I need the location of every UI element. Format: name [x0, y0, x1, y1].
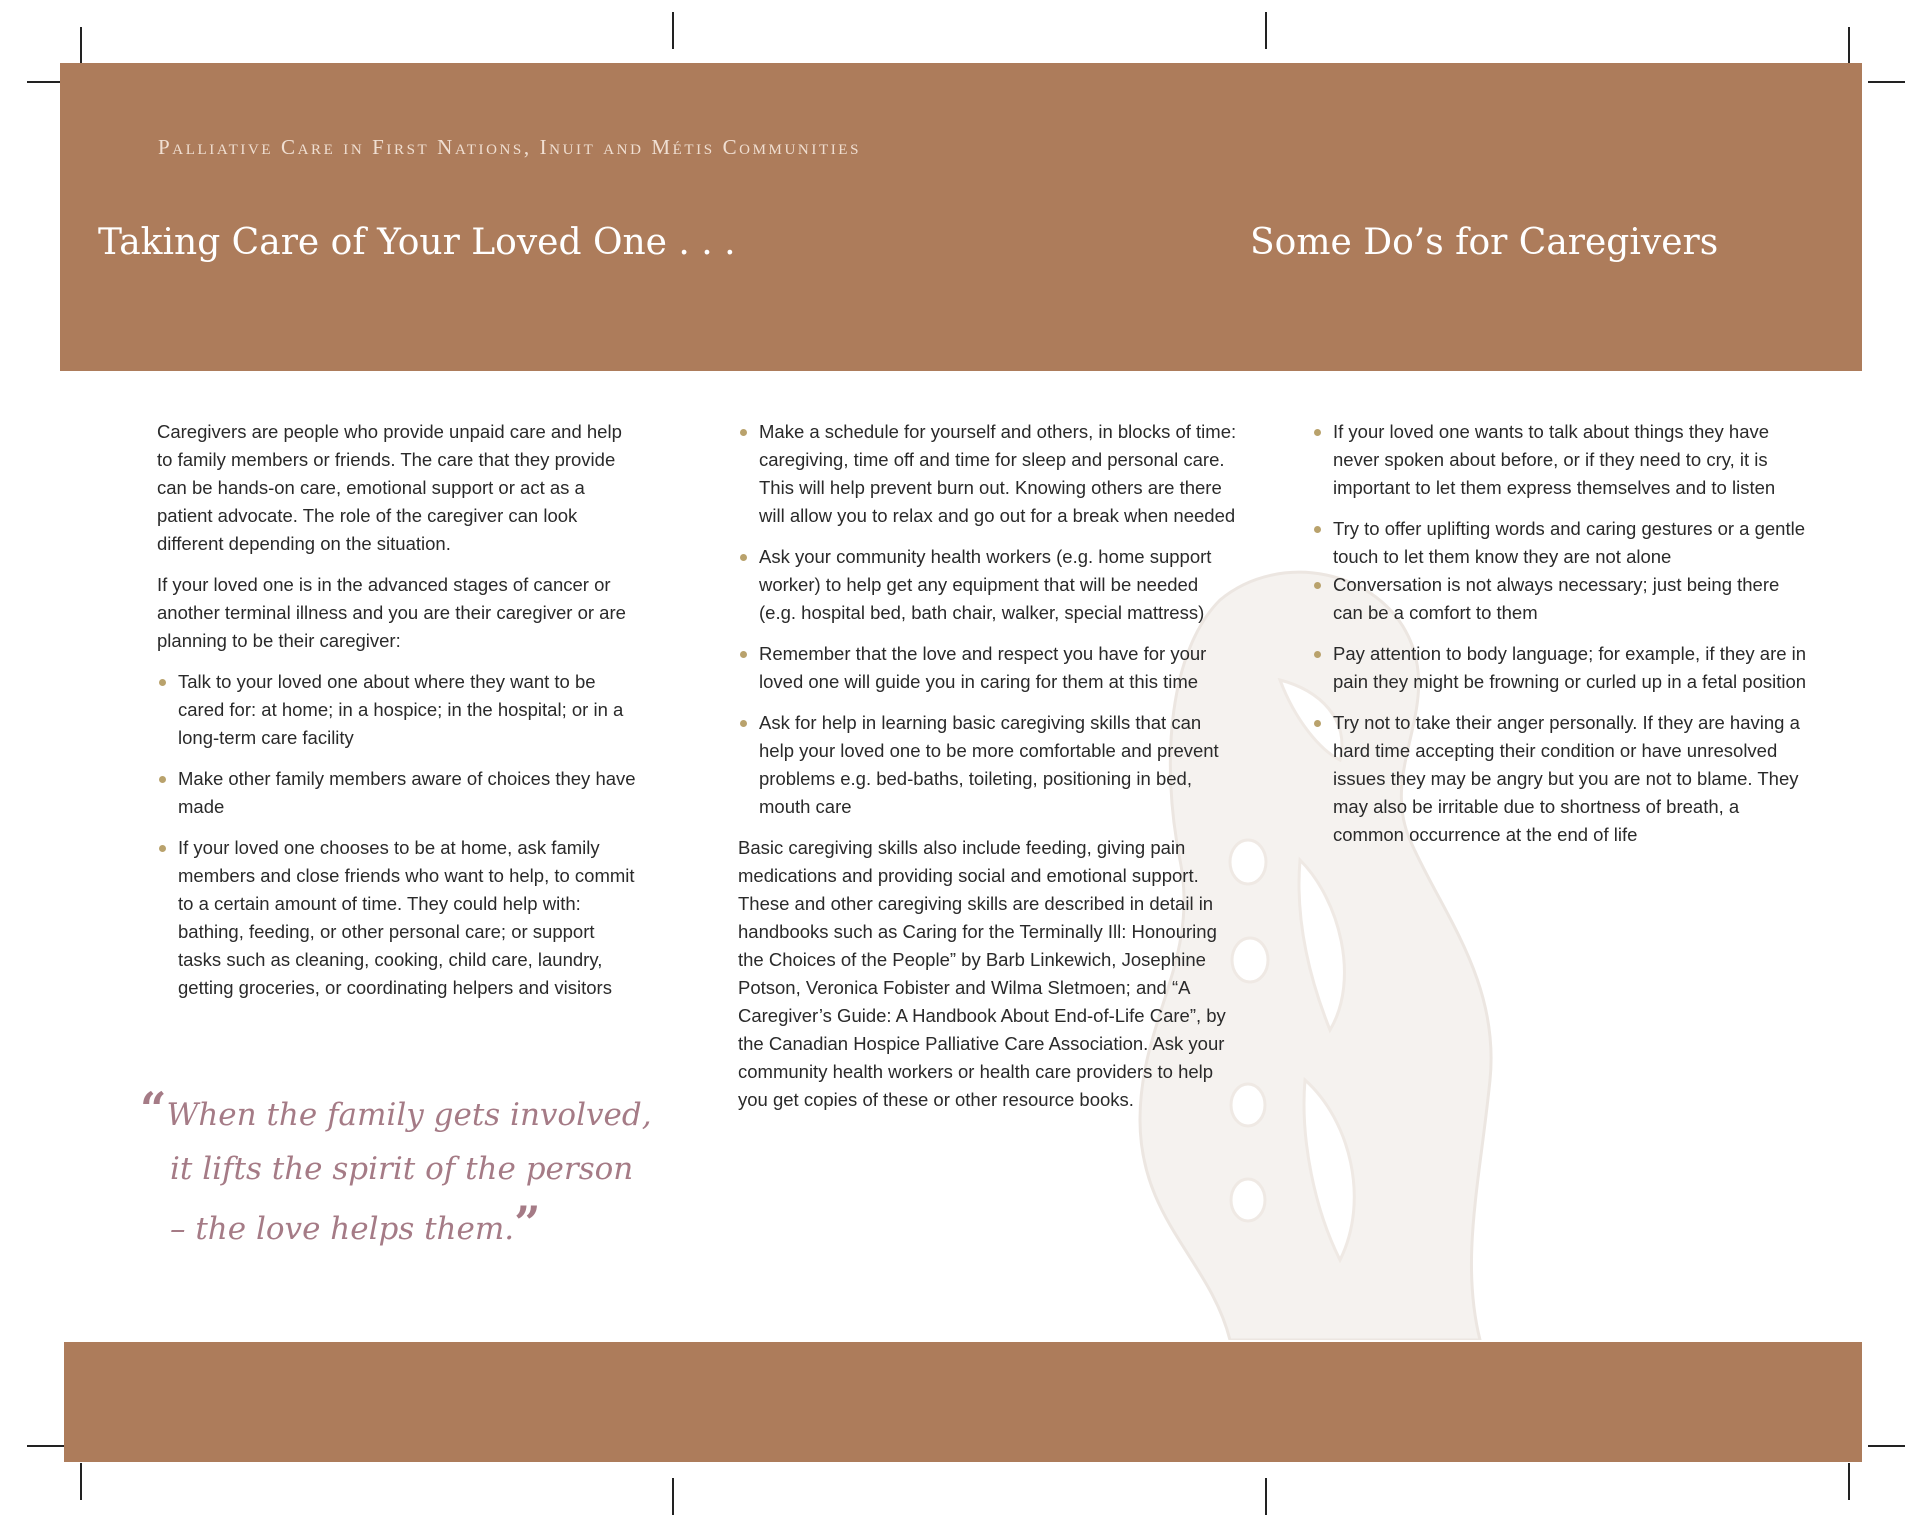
- list-item: Make a schedule for yourself and others, in blocks of time: caregiving, time off and time for sleep and personal care. This will help prevent burn out. Knowing others are there will allow you to relax and go out for a break when needed: [738, 418, 1238, 530]
- column-dos: [1312, 418, 1812, 862]
- crop-mark: [1265, 12, 1267, 49]
- list-item: Try not to take their anger personally. If they are having a hard time accepting their condition or have unresolved issues they may be angry but you are not to blame. They may also be irritable due to shortness of breath, a common occurrence at the end of life: [1312, 709, 1812, 849]
- quote-line: it lifts the spirit of the person: [170, 1151, 634, 1187]
- list-item: If your loved one wants to talk about things they have never spoken about before, or if they need to cry, it is important to let them express themselves and to listen: [1312, 418, 1812, 502]
- list-item: Remember that the love and respect you have for your loved one will guide you in caring for them at this time: [738, 640, 1238, 696]
- quote-line: [140, 1082, 660, 1142]
- list-item: Conversation is not always necessary; just being there can be a comfort to them: [1312, 571, 1812, 627]
- crop-mark: [1868, 81, 1905, 83]
- footer-band: [64, 1342, 1862, 1462]
- crop-mark: [1265, 1478, 1267, 1515]
- list-item: Pay attention to body language; for example, if they are in pain they might be frowning or curled up in a fetal position: [1312, 640, 1812, 696]
- list-item: Try to offer uplifting words and caring gestures or a gentle touch to let them know they are not alone: [1312, 515, 1812, 571]
- series-title: Palliative Care in First Nations, Inuit and Métis Communities: [158, 135, 862, 159]
- list-item: If your loved one chooses to be at home, ask family members and close friends who want to help, to commit to a certain amount of time. They could help with: bathing, feeding, or other personal care; or support tasks such as cleaning, cooking, child care, laundry, getting groceries, or coordinating helpers and visitors: [157, 834, 637, 1002]
- list-item: Ask your community health workers (e.g. home support worker) to help get any equipment that will be needed (e.g. hospital bed, bath chair, walker, special mattress): [738, 543, 1238, 627]
- crop-mark: [1868, 1445, 1905, 1447]
- header-band: [60, 63, 1862, 371]
- crop-mark: [672, 12, 674, 49]
- quote-text: When the family gets involved,: [166, 1097, 652, 1133]
- pull-quote: [140, 1082, 660, 1256]
- crop-mark: [27, 1445, 64, 1447]
- close-quote-mark: ”: [514, 1196, 541, 1250]
- quote-line: [140, 1196, 660, 1256]
- quote-text: – the love helps them.: [170, 1211, 515, 1247]
- column-intro: [157, 418, 637, 1015]
- section-title-right: Some Do’s for Caregivers: [1250, 222, 1719, 263]
- resources-paragraph: Basic caregiving skills also include feeding, giving pain medications and providing social and emotional support. These and other caregiving skills are described in detail in handbooks such as Caring for the Terminally Ill: Honouring the Choices of the People” by Barb Linkewich, Josephine Potson, Veronica Fobister and Wilma Sletmoen; and “A Caregiver’s Guide: A Handbook About End-of-Life Care”, by the Canadian Hospice Palliative Care Association. Ask your community health workers or health care providers to help you get copies of these or other resource books.: [738, 837, 1226, 1110]
- column-planning: [738, 418, 1238, 1127]
- planning-tips-list: [738, 418, 1238, 821]
- crop-mark: [80, 27, 82, 64]
- list-item: Make other family members aware of choices they have made: [157, 765, 637, 821]
- list-item: Talk to your loved one about where they want to be cared for: at home; in a hospice; in the hospital; or in a long-term care facility: [157, 668, 637, 752]
- dos-list: [1312, 418, 1812, 849]
- caregiver-tips-list: [157, 668, 637, 1002]
- list-item: Ask for help in learning basic caregiving skills that can help your loved one to be more comfortable and prevent problems e.g. bed-baths, toileting, positioning in bed, mouth care: [738, 709, 1238, 821]
- intro-paragraph: If your loved one is in the advanced stages of cancer or another terminal illness and you are their caregiver or are planning to be their caregiver:: [157, 574, 626, 651]
- crop-mark: [1848, 27, 1850, 64]
- crop-mark: [27, 81, 64, 83]
- crop-mark: [672, 1478, 674, 1515]
- intro-paragraph: Caregivers are people who provide unpaid care and help to family members or friends. The care that they provide can be hands-on care, emotional support or act as a patient advocate. The role of the caregiver can look different depending on the situation.: [157, 421, 622, 554]
- section-title-left: Taking Care of Your Loved One . . .: [98, 222, 736, 263]
- crop-mark: [1848, 1463, 1850, 1500]
- open-quote-mark: “: [140, 1082, 167, 1136]
- crop-mark: [80, 1463, 82, 1500]
